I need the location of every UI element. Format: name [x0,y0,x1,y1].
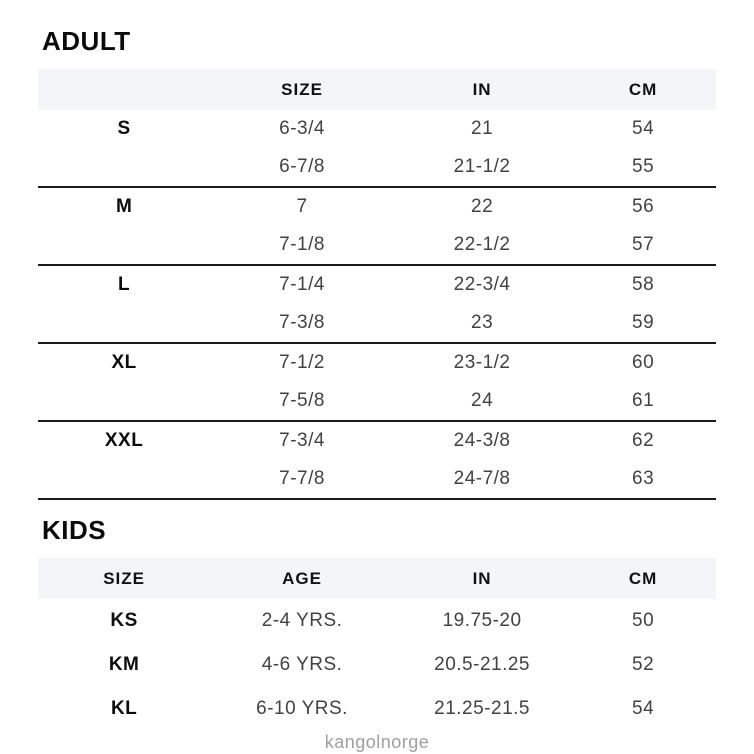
in-cell: 21.25-21.5 [434,698,530,719]
in-cell: 23-1/2 [453,352,511,373]
size-cell: 7-1/8 [279,234,325,255]
cm-cell: 56 [632,196,655,217]
size-cell: KM [108,654,140,675]
table-row [38,422,716,460]
kids-header-in: IN [472,568,492,588]
kids-header-cm: CM [628,568,658,588]
kids-header-age: AGE [282,568,322,588]
in-cell: 22 [471,196,494,217]
size-cell: 7-7/8 [279,468,325,489]
size-group-s [38,110,716,188]
cm-cell: 57 [632,234,655,255]
table-row [38,643,716,687]
size-group-label: XL [111,352,137,373]
size-cell: 6-7/8 [279,156,325,177]
adult-header-cm: CM [628,79,658,99]
brand-footer-text: kangolnorge [324,732,430,752]
table-row [38,110,716,148]
table-row [38,382,716,420]
adult-header-size: SIZE [281,79,323,99]
kids-section-title: KIDS [42,515,107,545]
in-cell: 22-1/2 [453,234,511,255]
table-row [38,344,716,382]
in-cell: 21 [471,118,494,139]
adult-section-title: ADULT [42,26,131,56]
in-cell: 21-1/2 [453,156,511,177]
table-row [38,304,716,342]
in-cell: 23 [471,312,494,333]
size-cell: 7-5/8 [279,390,325,411]
table-row [38,687,716,731]
cm-cell: 59 [632,312,655,333]
size-cell: 7-1/4 [279,274,325,295]
cm-cell: 63 [632,468,655,489]
kids-header-size: SIZE [103,568,145,588]
size-group-m [38,188,716,266]
in-cell: 20.5-21.25 [434,654,530,675]
size-group-xl [38,344,716,422]
cm-cell: 58 [632,274,655,295]
size-group-label: S [117,118,131,139]
size-cell: KL [110,698,138,719]
table-row [38,188,716,226]
table-row [38,266,716,304]
cm-cell: 62 [632,430,655,451]
in-cell: 24-3/8 [453,430,511,451]
in-cell: 24-7/8 [453,468,511,489]
kids-table-header-row [38,558,716,599]
table-row [38,148,716,186]
size-cell: 6-3/4 [279,118,325,139]
in-cell: 22-3/4 [453,274,511,295]
age-cell: 6-10 YRS. [256,698,348,719]
cm-cell: 55 [632,156,655,177]
size-group-label: M [115,196,133,217]
cm-cell: 50 [632,610,655,631]
adult-table-body [38,110,716,500]
cm-cell: 54 [632,698,655,719]
size-cell: 7-3/4 [279,430,325,451]
size-cell: 7 [296,196,308,217]
size-cell: 7-1/2 [279,352,325,373]
size-group-label: XXL [104,430,144,451]
table-row [38,599,716,643]
cm-cell: 54 [632,118,655,139]
size-group-l [38,266,716,344]
in-cell: 19.75-20 [442,610,522,631]
size-cell: KS [110,610,138,631]
age-cell: 2-4 YRS. [261,610,343,631]
adult-header-in: IN [472,79,492,99]
adult-table-header-row [38,69,716,110]
kids-table-body [38,599,716,731]
table-row [38,226,716,264]
cm-cell: 61 [632,390,655,411]
table-row [38,460,716,498]
age-cell: 4-6 YRS. [261,654,343,675]
size-group-xxl [38,422,716,500]
in-cell: 24 [471,390,494,411]
size-cell: 7-3/8 [279,312,325,333]
cm-cell: 52 [632,654,655,675]
cm-cell: 60 [632,352,655,373]
size-group-label: L [118,274,131,295]
